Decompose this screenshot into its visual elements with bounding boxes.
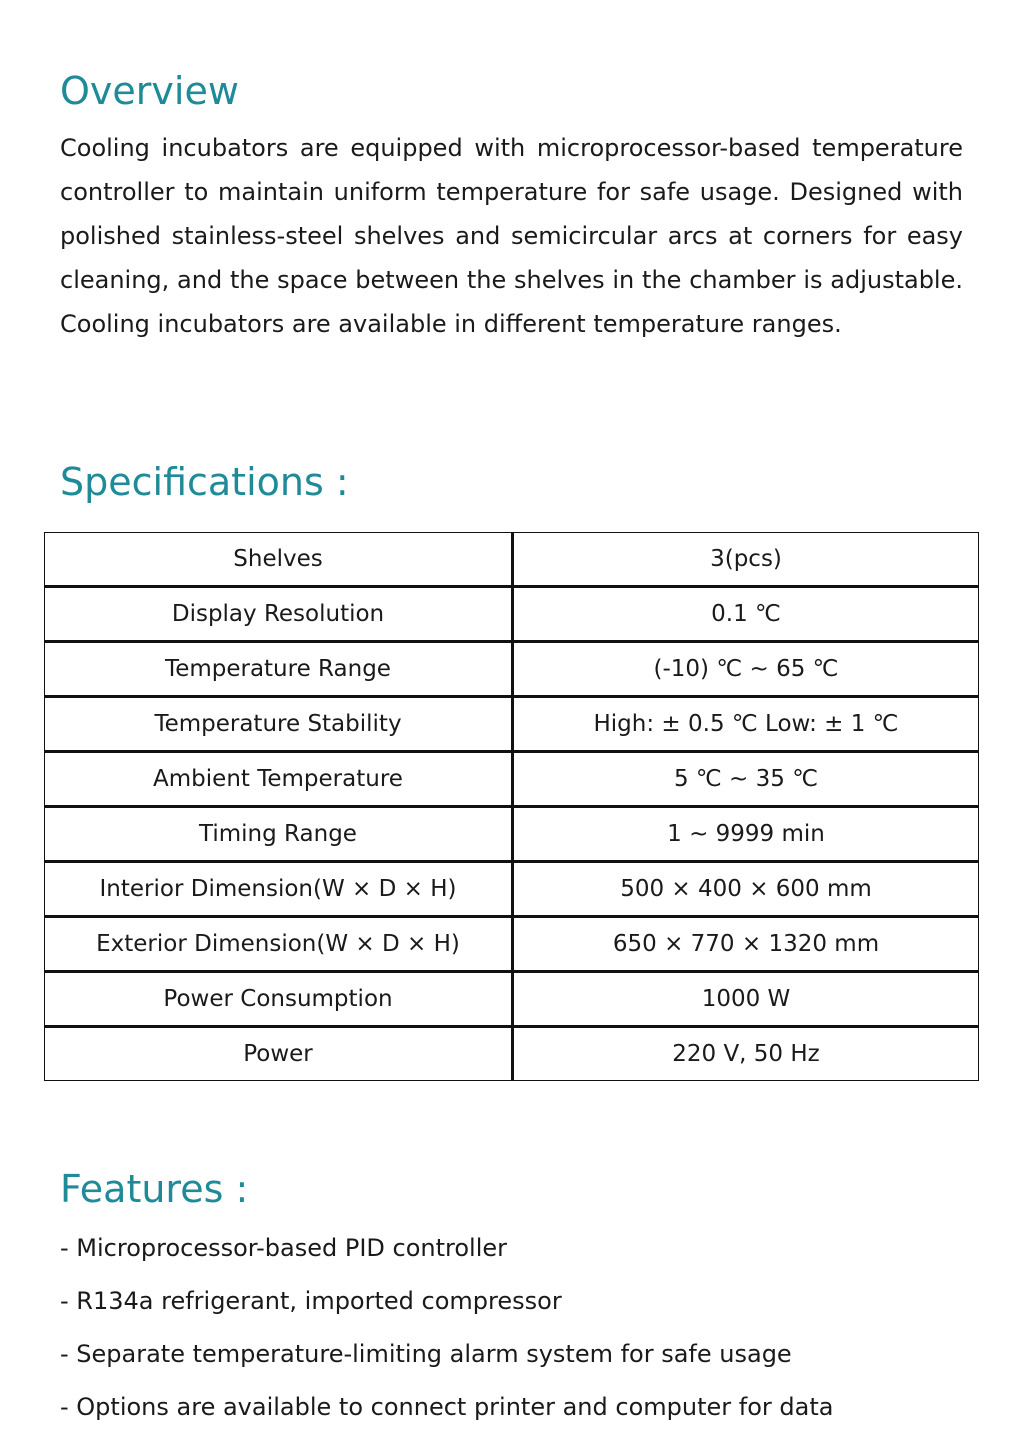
spec-value: 1 ~ 9999 min (513, 807, 979, 862)
spec-label: Temperature Stability (45, 697, 513, 752)
feature-item: - R134a refrigerant, imported compressor (60, 1287, 562, 1315)
spec-row-display-resolution (45, 587, 979, 642)
spec-row-ambient-temperature (45, 752, 979, 807)
spec-value: 0.1 ℃ (513, 587, 979, 642)
overview-paragraph: Cooling incubators are equipped with microprocessor-based temperature controller to maintain uniform temperature for safe usage. Designed with polished stainless-steel shelves and semicircular arcs at corners for easy cleaning, and the space between the shelves in the chamber is adjustable. Cooling incubators are available in different temperature ranges. (60, 134, 963, 338)
spec-row-temperature-range (45, 642, 979, 697)
feature-item: - Microprocessor-based PID controller (60, 1234, 508, 1262)
features-title: Features : (60, 1167, 249, 1211)
spec-label: Temperature Range (45, 642, 513, 697)
spec-row-timing-range (45, 807, 979, 862)
spec-value: (-10) ℃ ~ 65 ℃ (513, 642, 979, 697)
spec-value: 1000 W (513, 972, 979, 1027)
spec-value: 5 ℃ ~ 35 ℃ (513, 752, 979, 807)
spec-label: Interior Dimension(W × D × H) (45, 862, 513, 917)
specifications-table (44, 532, 979, 1081)
spec-row-power-consumption (45, 972, 979, 1027)
spec-label: Display Resolution (45, 587, 513, 642)
spec-value: 650 × 770 × 1320 mm (513, 917, 979, 972)
spec-row-temperature-stability (45, 697, 979, 752)
spec-value: 3(pcs) (513, 533, 979, 587)
spec-label: Ambient Temperature (45, 752, 513, 807)
spec-label: Timing Range (45, 807, 513, 862)
specifications-title: Specifications : (60, 460, 349, 504)
spec-label: Power (45, 1027, 513, 1081)
spec-value: 220 V, 50 Hz (513, 1027, 979, 1081)
spec-label: Power Consumption (45, 972, 513, 1027)
spec-row-interior-dimension (45, 862, 979, 917)
spec-row-shelves (45, 533, 979, 587)
feature-item: - Options are available to connect printer and computer for data (60, 1393, 834, 1421)
feature-item: - Separate temperature-limiting alarm system for safe usage (60, 1340, 792, 1368)
features-list (60, 1222, 980, 1434)
spec-value: High: ± 0.5 ℃ Low: ± 1 ℃ (513, 697, 979, 752)
spec-value: 500 × 400 × 600 mm (513, 862, 979, 917)
spec-label: Exterior Dimension(W × D × H) (45, 917, 513, 972)
spec-row-power (45, 1027, 979, 1081)
spec-label: Shelves (45, 533, 513, 587)
overview-title: Overview (60, 69, 239, 113)
spec-row-exterior-dimension (45, 917, 979, 972)
